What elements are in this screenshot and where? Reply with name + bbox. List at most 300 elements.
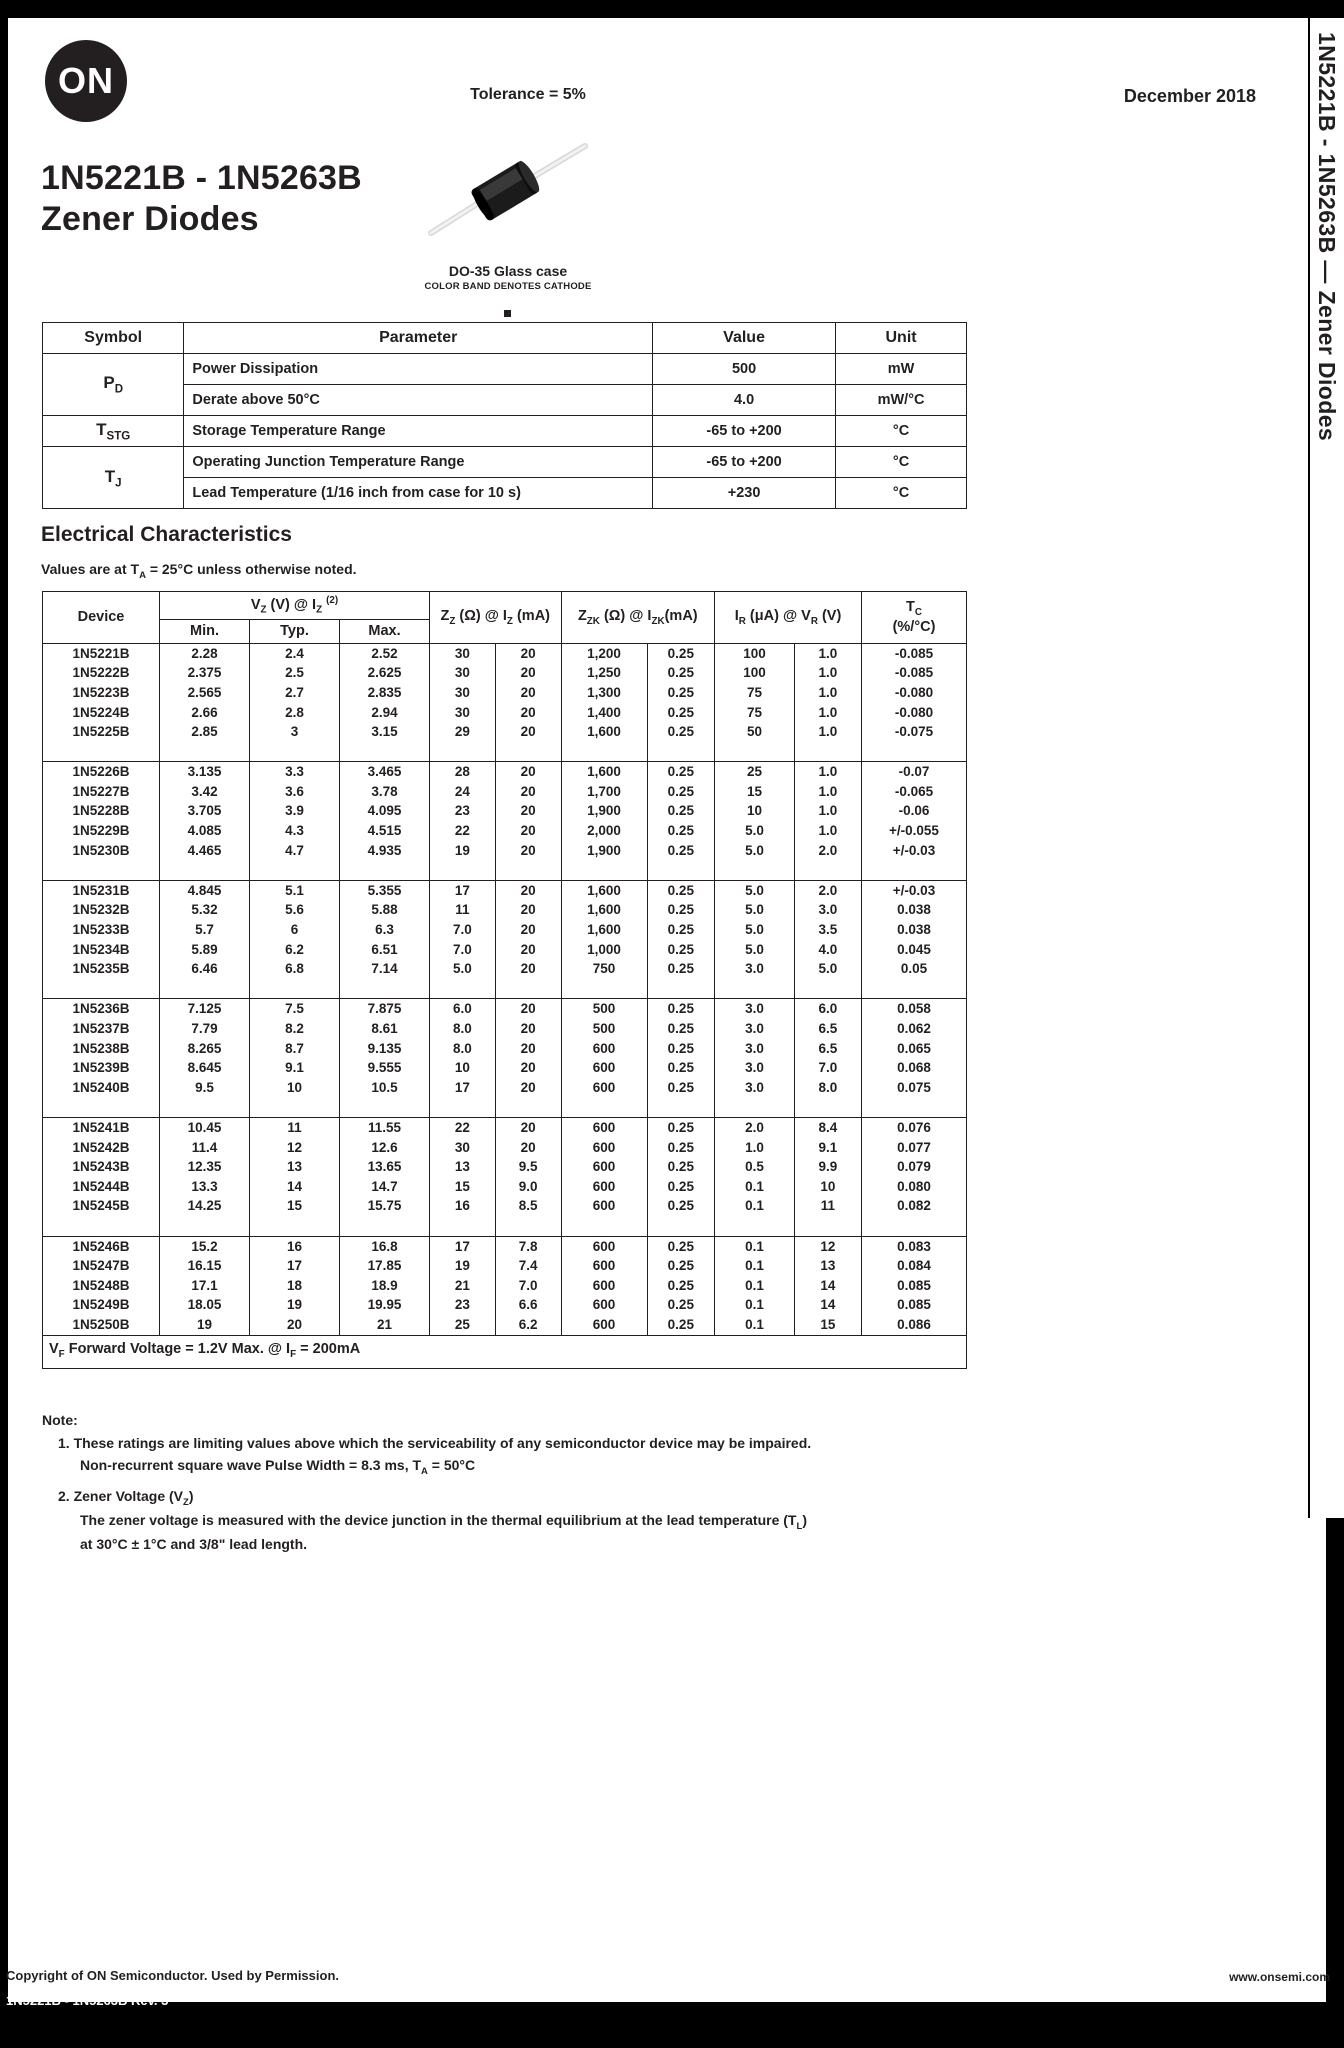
device-name-cell: 1N5246B <box>43 1236 160 1256</box>
separator-cell <box>794 1097 861 1117</box>
data-cell: 0.1 <box>715 1295 795 1315</box>
table-row <box>43 1157 967 1177</box>
table-row <box>43 1138 967 1158</box>
footer-copyright: Copyright of ON Semiconductor. Used by Permission. <box>6 1968 339 1983</box>
ratings-header-row <box>43 323 967 354</box>
data-cell: 8.265 <box>160 1039 250 1059</box>
ec-col-device: Device <box>43 592 160 644</box>
data-cell: 5.7 <box>160 920 250 940</box>
data-cell: 0.25 <box>647 1315 714 1335</box>
data-cell: 1,600 <box>561 722 647 742</box>
data-cell: 20 <box>495 703 561 723</box>
data-cell: 0.25 <box>647 1078 714 1098</box>
ratings-value: 4.0 <box>653 385 836 416</box>
table-row <box>43 683 967 703</box>
separator-cell <box>340 860 430 880</box>
data-cell: 0.086 <box>862 1315 967 1335</box>
data-cell: 10.5 <box>340 1078 430 1098</box>
vz-footnote-ref: (2) <box>326 595 339 606</box>
data-cell: 23 <box>430 1295 496 1315</box>
ratings-unit: °C <box>836 416 967 447</box>
data-cell: 1,300 <box>561 683 647 703</box>
zz-rest: (Ω) @ I <box>455 607 507 624</box>
ratings-col-symbol: Symbol <box>43 323 184 354</box>
note2b-pre: The zener voltage is measured with the device junction in the thermal equilibrium at the lead temperature (T <box>80 1512 797 1529</box>
data-cell: 18.05 <box>160 1295 250 1315</box>
data-cell: 500 <box>561 999 647 1019</box>
table-row <box>43 821 967 841</box>
ir-unit: (V) <box>817 607 842 624</box>
table-row <box>43 1078 967 1098</box>
data-cell: 0.045 <box>862 940 967 960</box>
data-cell: 0.25 <box>647 703 714 723</box>
separator-cell <box>561 979 647 999</box>
separator-cell <box>647 742 714 762</box>
data-cell: 20 <box>495 880 561 900</box>
separator-cell <box>715 1216 795 1236</box>
data-cell: 17 <box>430 880 496 900</box>
data-cell: 1,000 <box>561 940 647 960</box>
data-cell: 19 <box>430 1256 496 1276</box>
ec-col-ir <box>715 592 862 644</box>
data-cell: +/-0.03 <box>862 880 967 900</box>
data-cell: 6.6 <box>495 1295 561 1315</box>
data-cell: 0.25 <box>647 999 714 1019</box>
table-row <box>43 782 967 802</box>
data-cell: 16 <box>250 1236 340 1256</box>
logo-text: ON <box>58 60 114 101</box>
data-cell: 5.88 <box>340 900 430 920</box>
data-cell: 15 <box>715 782 795 802</box>
data-cell: 0.25 <box>647 920 714 940</box>
ratings-symbol-tj: $T_J$ <box>43 447 184 509</box>
package-caption: DO-35 Glass case <box>448 263 568 279</box>
data-cell: 19 <box>160 1315 250 1335</box>
data-cell: 75 <box>715 683 795 703</box>
zzk-sub: ZK <box>586 615 600 627</box>
data-cell: 0.077 <box>862 1138 967 1158</box>
note-item-2 <box>58 1486 1042 1510</box>
data-cell: 20 <box>495 801 561 821</box>
vf-sym: V <box>49 1340 59 1357</box>
data-cell: 7.125 <box>160 999 250 1019</box>
data-cell: 3.3 <box>250 762 340 782</box>
separator-cell <box>862 742 967 762</box>
data-cell: 1,600 <box>561 920 647 940</box>
table-row <box>43 940 967 960</box>
data-cell: 1.0 <box>794 762 861 782</box>
data-cell: 2.4 <box>250 643 340 663</box>
block-separator <box>43 1216 967 1236</box>
ratings-value: 500 <box>653 354 836 385</box>
title-line-1: 1N5221B - 1N5263B <box>41 159 362 197</box>
data-cell: 0.25 <box>647 782 714 802</box>
data-cell: 16.15 <box>160 1256 250 1276</box>
data-cell: 1,900 <box>561 801 647 821</box>
subheading-sub: A <box>139 569 146 581</box>
data-cell: 20 <box>495 841 561 861</box>
footer-bar <box>0 2002 1344 2048</box>
data-cell: 0.068 <box>862 1058 967 1078</box>
package-note: COLOR BAND DENOTES CATHODE <box>424 281 592 292</box>
device-name-cell: 1N5221B <box>43 643 160 663</box>
zzk-sub2: ZK <box>651 615 665 627</box>
data-cell: 2.0 <box>794 841 861 861</box>
data-cell: 13.3 <box>160 1177 250 1197</box>
data-cell: 14 <box>794 1276 861 1296</box>
data-cell: 0.25 <box>647 643 714 663</box>
separator-cell <box>430 1216 496 1236</box>
data-cell: -0.085 <box>862 663 967 683</box>
separator-cell <box>250 860 340 880</box>
data-cell: 17 <box>430 1236 496 1256</box>
data-cell: 1,400 <box>561 703 647 723</box>
data-cell: 0.079 <box>862 1157 967 1177</box>
table-row <box>43 801 967 821</box>
data-cell: 11 <box>794 1196 861 1216</box>
data-cell: 0.038 <box>862 900 967 920</box>
separator-cell <box>715 979 795 999</box>
data-cell: 5.0 <box>715 940 795 960</box>
data-cell: 19 <box>250 1295 340 1315</box>
separator-cell <box>495 860 561 880</box>
notes-block <box>42 1410 1042 1556</box>
note2b-post: ) <box>802 1512 807 1529</box>
table-row <box>43 920 967 940</box>
ec-col-zzk <box>561 592 715 644</box>
data-cell: 6.46 <box>160 959 250 979</box>
separator-cell <box>647 1216 714 1236</box>
data-cell: 6.3 <box>340 920 430 940</box>
data-cell: 30 <box>430 663 496 683</box>
data-cell: 0.25 <box>647 1295 714 1315</box>
note-item-2c: at 30°C ± 1°C and 3/8" lead length. <box>80 1536 308 1553</box>
diode-package-photo <box>413 137 597 245</box>
data-cell: 4.095 <box>340 801 430 821</box>
tc-unit: (%/°C) <box>892 618 936 635</box>
device-name-cell: 1N5236B <box>43 999 160 1019</box>
data-cell: 3.0 <box>715 1039 795 1059</box>
separator-cell <box>561 742 647 762</box>
ec-col-vz-min: Min. <box>160 620 250 644</box>
separator-cell <box>561 1097 647 1117</box>
data-cell: 6 <box>250 920 340 940</box>
data-cell: 8.4 <box>794 1117 861 1137</box>
ec-col-vz-typ: Typ. <box>250 620 340 644</box>
notes-title: Note: <box>42 1412 78 1428</box>
separator-cell <box>647 979 714 999</box>
data-cell: 17 <box>250 1256 340 1276</box>
data-cell: 9.555 <box>340 1058 430 1078</box>
data-cell: 25 <box>715 762 795 782</box>
separator-cell <box>250 1216 340 1236</box>
data-cell: 7.0 <box>495 1276 561 1296</box>
ec-col-vz-max: Max. <box>340 620 430 644</box>
data-cell: 0.25 <box>647 1019 714 1039</box>
zzk-sym: Z <box>577 607 587 624</box>
data-cell: 0.075 <box>862 1078 967 1098</box>
data-cell: 0.25 <box>647 1117 714 1137</box>
data-cell: 6.0 <box>794 999 861 1019</box>
symbol-sub: STG <box>106 430 131 443</box>
data-cell: 4.465 <box>160 841 250 861</box>
data-cell: 20 <box>495 940 561 960</box>
data-cell: 20 <box>495 1019 561 1039</box>
data-cell: 17 <box>430 1078 496 1098</box>
separator-cell <box>561 1216 647 1236</box>
data-cell: 600 <box>561 1078 647 1098</box>
ir-sym: I <box>734 607 739 624</box>
data-cell: 12.35 <box>160 1157 250 1177</box>
data-cell: 2.52 <box>340 643 430 663</box>
data-cell: 14 <box>794 1295 861 1315</box>
vz-rest: (V) @ I <box>266 596 317 613</box>
page-title <box>41 158 362 241</box>
separator-cell <box>715 860 795 880</box>
data-cell: 20 <box>495 663 561 683</box>
separator-cell <box>430 742 496 762</box>
subheading-pre: Values are at T <box>41 561 140 577</box>
note-item-1: 1. These ratings are limiting values above which the serviceability of any semiconductor device may be impaired. <box>58 1435 812 1452</box>
data-cell: 5.1 <box>250 880 340 900</box>
data-cell: 7.0 <box>794 1058 861 1078</box>
data-cell: 15 <box>794 1315 861 1335</box>
data-cell: 3.0 <box>715 1019 795 1039</box>
data-cell: 1,600 <box>561 900 647 920</box>
note2-post: ) <box>188 1487 194 1504</box>
device-name-cell: 1N5243B <box>43 1157 160 1177</box>
publication-date: December 2018 <box>1123 86 1256 106</box>
data-cell: 22 <box>430 1117 496 1137</box>
data-cell: 10 <box>794 1177 861 1197</box>
ec-body <box>43 643 967 1335</box>
data-cell: +/-0.055 <box>862 821 967 841</box>
data-cell: 30 <box>430 683 496 703</box>
data-cell: 9.5 <box>495 1157 561 1177</box>
data-cell: 600 <box>561 1315 647 1335</box>
device-name-cell: 1N5229B <box>43 821 160 841</box>
ratings-symbol-tstg: $T_{STG}$ <box>43 416 184 447</box>
ratings-symbol-pd: $P_D$ <box>43 354 184 416</box>
data-cell: 7.0 <box>430 940 496 960</box>
data-cell: 100 <box>715 663 795 683</box>
table-row <box>43 416 967 447</box>
table-row <box>43 447 967 478</box>
data-cell: 6.5 <box>794 1039 861 1059</box>
ir-sub: R <box>738 615 746 627</box>
data-cell: 2.375 <box>160 663 250 683</box>
data-cell: 600 <box>561 1157 647 1177</box>
forward-voltage-note <box>43 1335 967 1368</box>
data-cell: 14.25 <box>160 1196 250 1216</box>
data-cell: 1.0 <box>794 782 861 802</box>
data-cell: -0.07 <box>862 762 967 782</box>
ratings-parameter: Power Dissipation <box>184 354 653 385</box>
data-cell: 0.085 <box>862 1295 967 1315</box>
footer-revision: 1N5221B - 1N5263B Rev. 3 <box>6 1993 169 2008</box>
data-cell: 0.25 <box>647 900 714 920</box>
data-cell: 0.1 <box>715 1256 795 1276</box>
note2-pre: 2. Zener Voltage (V <box>58 1487 183 1504</box>
data-cell: 5.0 <box>715 880 795 900</box>
if-sub: F <box>290 1348 297 1360</box>
data-cell: 3.0 <box>715 1058 795 1078</box>
note1b-pre: Non-recurrent square wave Pulse Width = 8.3 ms, T <box>80 1456 422 1473</box>
table-row <box>43 1019 967 1039</box>
data-cell: 23 <box>430 801 496 821</box>
data-cell: 6.8 <box>250 959 340 979</box>
data-cell: 750 <box>561 959 647 979</box>
data-cell: 17.85 <box>340 1256 430 1276</box>
data-cell: 0.25 <box>647 683 714 703</box>
note2b-sub: L <box>796 1520 803 1532</box>
data-cell: 2.5 <box>250 663 340 683</box>
ec-header-row-1 <box>43 592 967 620</box>
tc-sym: T <box>906 599 915 616</box>
subheading-post: = 25°C unless otherwise noted. <box>145 561 357 577</box>
data-cell: 3.9 <box>250 801 340 821</box>
data-cell: 2.7 <box>250 683 340 703</box>
data-cell: 20 <box>495 1138 561 1158</box>
table-row <box>43 1256 967 1276</box>
zzk-unit: (mA) <box>664 607 698 624</box>
device-name-cell: 1N5227B <box>43 782 160 802</box>
data-cell: 2,000 <box>561 821 647 841</box>
data-cell: 0.1 <box>715 1177 795 1197</box>
data-cell: 5.32 <box>160 900 250 920</box>
maximum-ratings-table <box>42 322 967 509</box>
data-cell: 20 <box>495 782 561 802</box>
data-cell: 29 <box>430 722 496 742</box>
data-cell: 0.25 <box>647 1196 714 1216</box>
data-cell: 21 <box>430 1276 496 1296</box>
data-cell: -0.065 <box>862 782 967 802</box>
data-cell: 18 <box>250 1276 340 1296</box>
data-cell: 0.25 <box>647 940 714 960</box>
ratings-value: -65 to +200 <box>653 447 836 478</box>
data-cell: 0.25 <box>647 1236 714 1256</box>
data-cell: 17.1 <box>160 1276 250 1296</box>
data-cell: 75 <box>715 703 795 723</box>
data-cell: 0.1 <box>715 1276 795 1296</box>
data-cell: 1,600 <box>561 880 647 900</box>
data-cell: 20 <box>495 1117 561 1137</box>
data-cell: 0.065 <box>862 1039 967 1059</box>
data-cell: 20 <box>495 959 561 979</box>
cathode-marker-dot <box>504 310 511 317</box>
table-row <box>43 1177 967 1197</box>
data-cell: 4.935 <box>340 841 430 861</box>
data-cell: 8.2 <box>250 1019 340 1039</box>
data-cell: 3 <box>250 722 340 742</box>
table-row <box>43 762 967 782</box>
table-row <box>43 1039 967 1059</box>
separator-cell <box>862 979 967 999</box>
data-cell: 6.0 <box>430 999 496 1019</box>
data-cell: 0.25 <box>647 722 714 742</box>
data-cell: 24 <box>430 782 496 802</box>
data-cell: 6.2 <box>495 1315 561 1335</box>
separator-cell <box>43 742 160 762</box>
tolerance-label: Tolerance = 5% <box>470 86 586 103</box>
ratings-parameter: Derate above 50°C <box>184 385 653 416</box>
data-cell: 8.5 <box>495 1196 561 1216</box>
vz-sub2: Z <box>316 604 323 616</box>
separator-cell <box>647 860 714 880</box>
data-cell: 10 <box>715 801 795 821</box>
data-cell: 8.7 <box>250 1039 340 1059</box>
data-cell: 0.25 <box>647 1039 714 1059</box>
data-cell: 20 <box>495 762 561 782</box>
vz-sub: Z <box>260 604 267 616</box>
data-cell: 20 <box>495 1078 561 1098</box>
ratings-unit: mW <box>836 354 967 385</box>
data-cell: 9.1 <box>250 1058 340 1078</box>
data-cell: 8.61 <box>340 1019 430 1039</box>
data-cell: 5.0 <box>715 920 795 940</box>
data-cell: 0.083 <box>862 1236 967 1256</box>
data-cell: 1,600 <box>561 762 647 782</box>
ratings-parameter: Operating Junction Temperature Range <box>184 447 653 478</box>
data-cell: 3.15 <box>340 722 430 742</box>
data-cell: 1.0 <box>794 663 861 683</box>
data-cell: 2.0 <box>715 1117 795 1137</box>
data-cell: 0.082 <box>862 1196 967 1216</box>
table-row <box>43 1117 967 1137</box>
table-row <box>43 1058 967 1078</box>
data-cell: 600 <box>561 1039 647 1059</box>
data-cell: 20 <box>495 1039 561 1059</box>
separator-cell <box>495 979 561 999</box>
data-cell: 7.875 <box>340 999 430 1019</box>
data-cell: 600 <box>561 1295 647 1315</box>
device-name-cell: 1N5233B <box>43 920 160 940</box>
data-cell: 5.89 <box>160 940 250 960</box>
ratings-unit: mW/°C <box>836 385 967 416</box>
electrical-characteristics-table <box>42 591 967 1369</box>
data-cell: 1.0 <box>794 801 861 821</box>
data-cell: 16.8 <box>340 1236 430 1256</box>
data-cell: 30 <box>430 643 496 663</box>
data-cell: 8.0 <box>430 1039 496 1059</box>
device-name-cell: 1N5224B <box>43 703 160 723</box>
table-row <box>43 1295 967 1315</box>
data-cell: 1.0 <box>794 722 861 742</box>
data-cell: 11.55 <box>340 1117 430 1137</box>
ratings-col-value: Value <box>653 323 836 354</box>
data-cell: 15 <box>250 1196 340 1216</box>
data-cell: 2.28 <box>160 643 250 663</box>
data-cell: 4.3 <box>250 821 340 841</box>
data-cell: 0.076 <box>862 1117 967 1137</box>
data-cell: 10 <box>430 1058 496 1078</box>
data-cell: 28 <box>430 762 496 782</box>
data-cell: 0.080 <box>862 1177 967 1197</box>
data-cell: 0.25 <box>647 801 714 821</box>
data-cell: 5.355 <box>340 880 430 900</box>
data-cell: 0.5 <box>715 1157 795 1177</box>
data-cell: 1,200 <box>561 643 647 663</box>
data-cell: 3.5 <box>794 920 861 940</box>
data-cell: 13 <box>430 1157 496 1177</box>
separator-cell <box>430 1097 496 1117</box>
device-name-cell: 1N5222B <box>43 663 160 683</box>
device-name-cell: 1N5234B <box>43 940 160 960</box>
data-cell: 5.0 <box>794 959 861 979</box>
note2-sub: Z <box>183 1496 189 1508</box>
ratings-parameter: Storage Temperature Range <box>184 416 653 447</box>
footer-website[interactable]: www.onsemi.com <box>1229 1970 1330 1984</box>
